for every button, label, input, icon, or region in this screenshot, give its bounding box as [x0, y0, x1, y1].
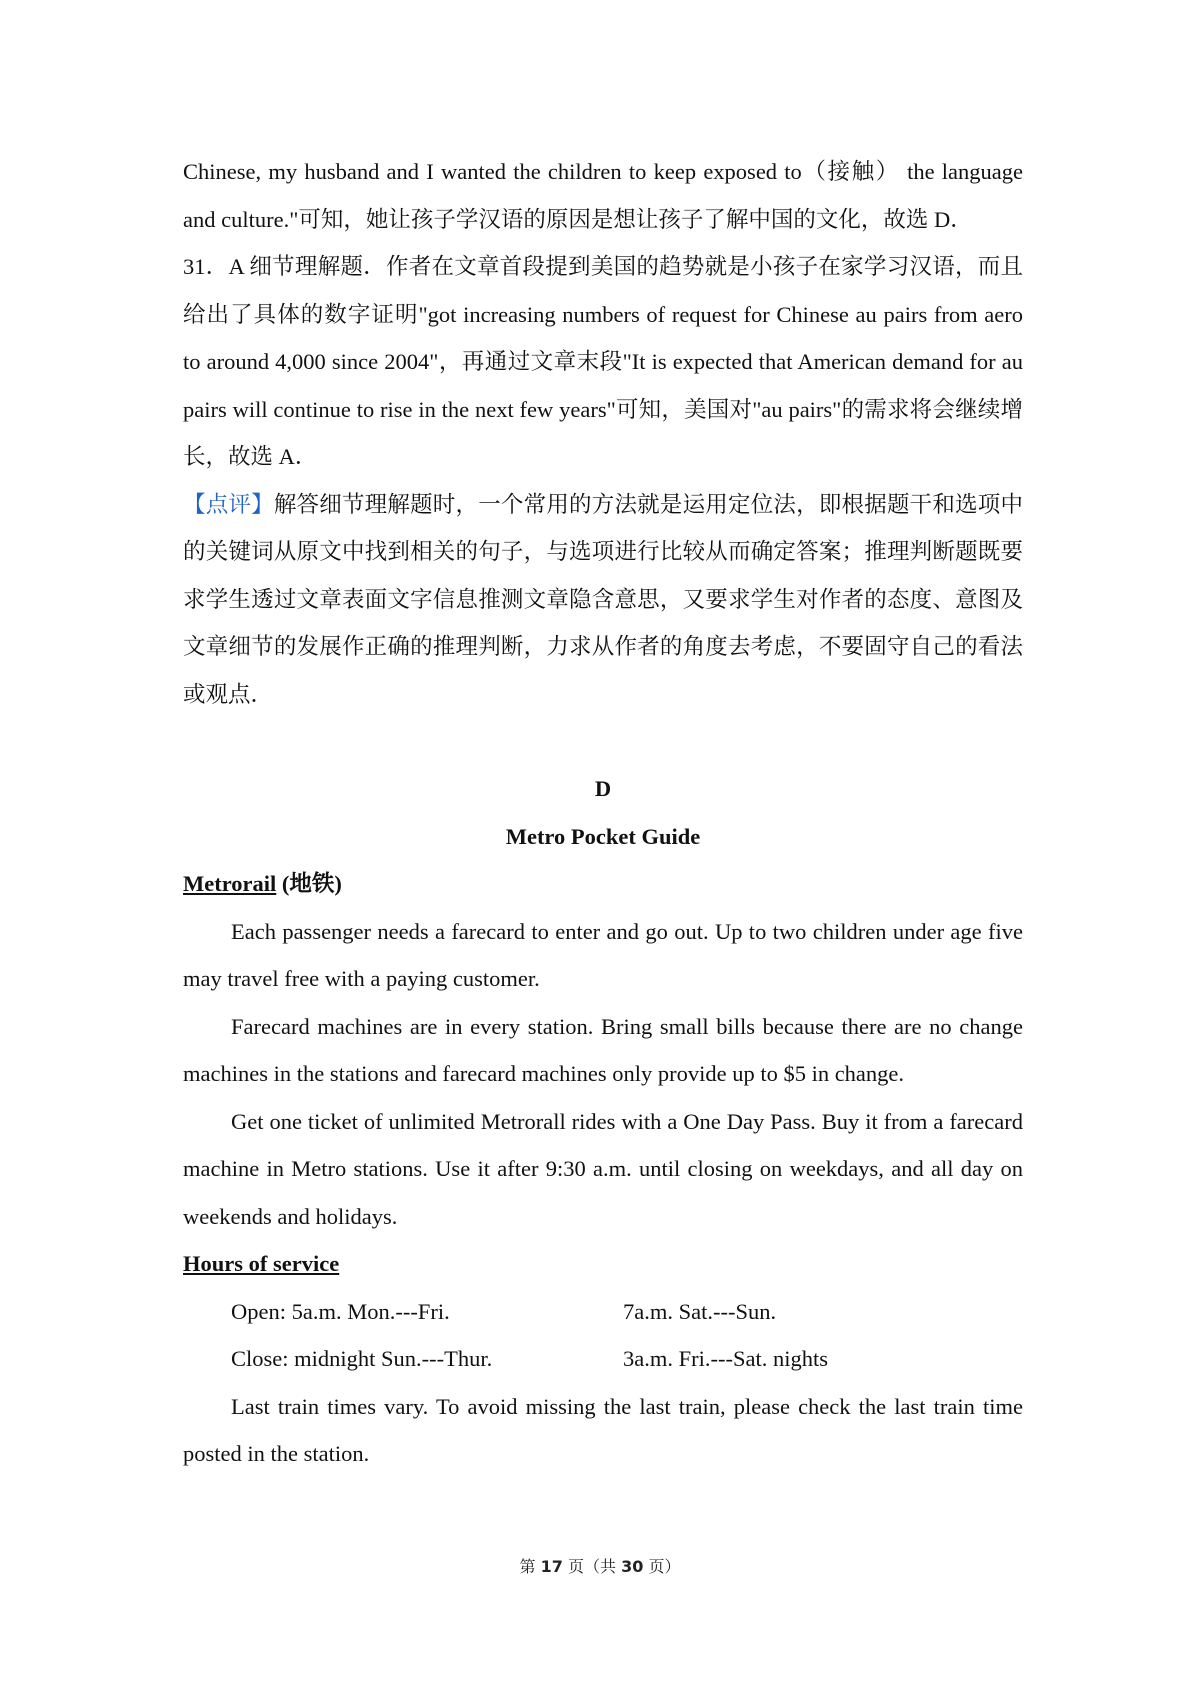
hours-row-close — [183, 1335, 1023, 1383]
metrorail-heading — [183, 860, 1023, 908]
metrorail-paragraph-3: Get one ticket of unlimited Metrorall rides with a One Day Pass. Buy it from a farecard machine in Metro stations. Use it after 9:30 a.m. until closing on weekdays, and all day on weekends and holidays. — [183, 1108, 1023, 1229]
footer-total-pages: 30 — [621, 1557, 644, 1576]
footer-middle: 页（共 — [562, 1557, 622, 1576]
footer-prefix: 第 — [519, 1557, 541, 1576]
hours-heading-text: Hours of service — [183, 1251, 340, 1276]
analysis-paragraph-2: 31．A 细节理解题．作者在文章首段提到美国的趋势就是小孩子在家学习汉语，而且给出了具体的数字证明"got increasing numbers of request for Chinese au pairs from aero to around 4,000 since 2004"，再通过文章末段"It is expected that American demand for au pairs will continue to rise in the next few years"可知，美国对"au pairs"的需求将会继续增长，故选 A． — [183, 254, 1023, 469]
footer-suffix: 页） — [643, 1557, 681, 1576]
hours-close-weekend: 3a.m. Fri.---Sat. nights — [623, 1346, 828, 1371]
hours-close-weekday: Close: midnight Sun.---Thur. — [231, 1346, 493, 1371]
comment-tag: 【点评】 — [183, 491, 274, 517]
comment-paragraph — [183, 481, 1023, 719]
hours-open-weekend: 7a.m. Sat.---Sun. — [623, 1298, 777, 1324]
hours-heading — [183, 1240, 1023, 1288]
hours-open-weekday: Open: 5a.m. Mon.---Fri. — [231, 1298, 450, 1324]
metrorail-paragraph-1: Each passenger needs a farecard to enter and go out. Up to two children under age five may travel free with a paying customer. — [183, 918, 1023, 991]
hours-row-open — [183, 1288, 1023, 1336]
metrorail-paragraph-2: Farecard machines are in every station. Bring small bills because there are no change machines in the stations and farecard machines only provide up to $5 in change. — [183, 1013, 1023, 1086]
metrorail-heading-text: Metrorail — [183, 871, 277, 896]
comment-text: 解答细节理解题时，一个常用的方法就是运用定位法，即根据题干和选项中的关键词从原文中找到相关的句子，与选项进行比较从而确定答案；推理判断题既要求学生透过文章表面文字信息推测文章隐含意思，又要求学生对作者的态度、意图及文章细节的发展作正确的推理判断，力求从作者的角度去考虑，不要固守自己的看法或观点． — [183, 491, 1023, 707]
spacer — [183, 718, 1023, 765]
passage-title: Metro Pocket Guide — [505, 823, 701, 849]
document-page — [183, 148, 1023, 1478]
passage-letter: D — [594, 776, 612, 801]
page-footer — [0, 1554, 1200, 1577]
analysis-paragraph-1: Chinese, my husband and I wanted the children to keep exposed to（接触） the language and culture."可知，她让孩子学汉语的原因是想让孩子了解中国的文化，故选 D． — [183, 159, 1023, 232]
footer-page-number: 17 — [540, 1557, 563, 1576]
last-train-paragraph: Last train times vary. To avoid missing the last train, please check the last train time posted in the station. — [183, 1393, 1023, 1466]
metrorail-heading-cn: (地铁) — [276, 871, 342, 896]
